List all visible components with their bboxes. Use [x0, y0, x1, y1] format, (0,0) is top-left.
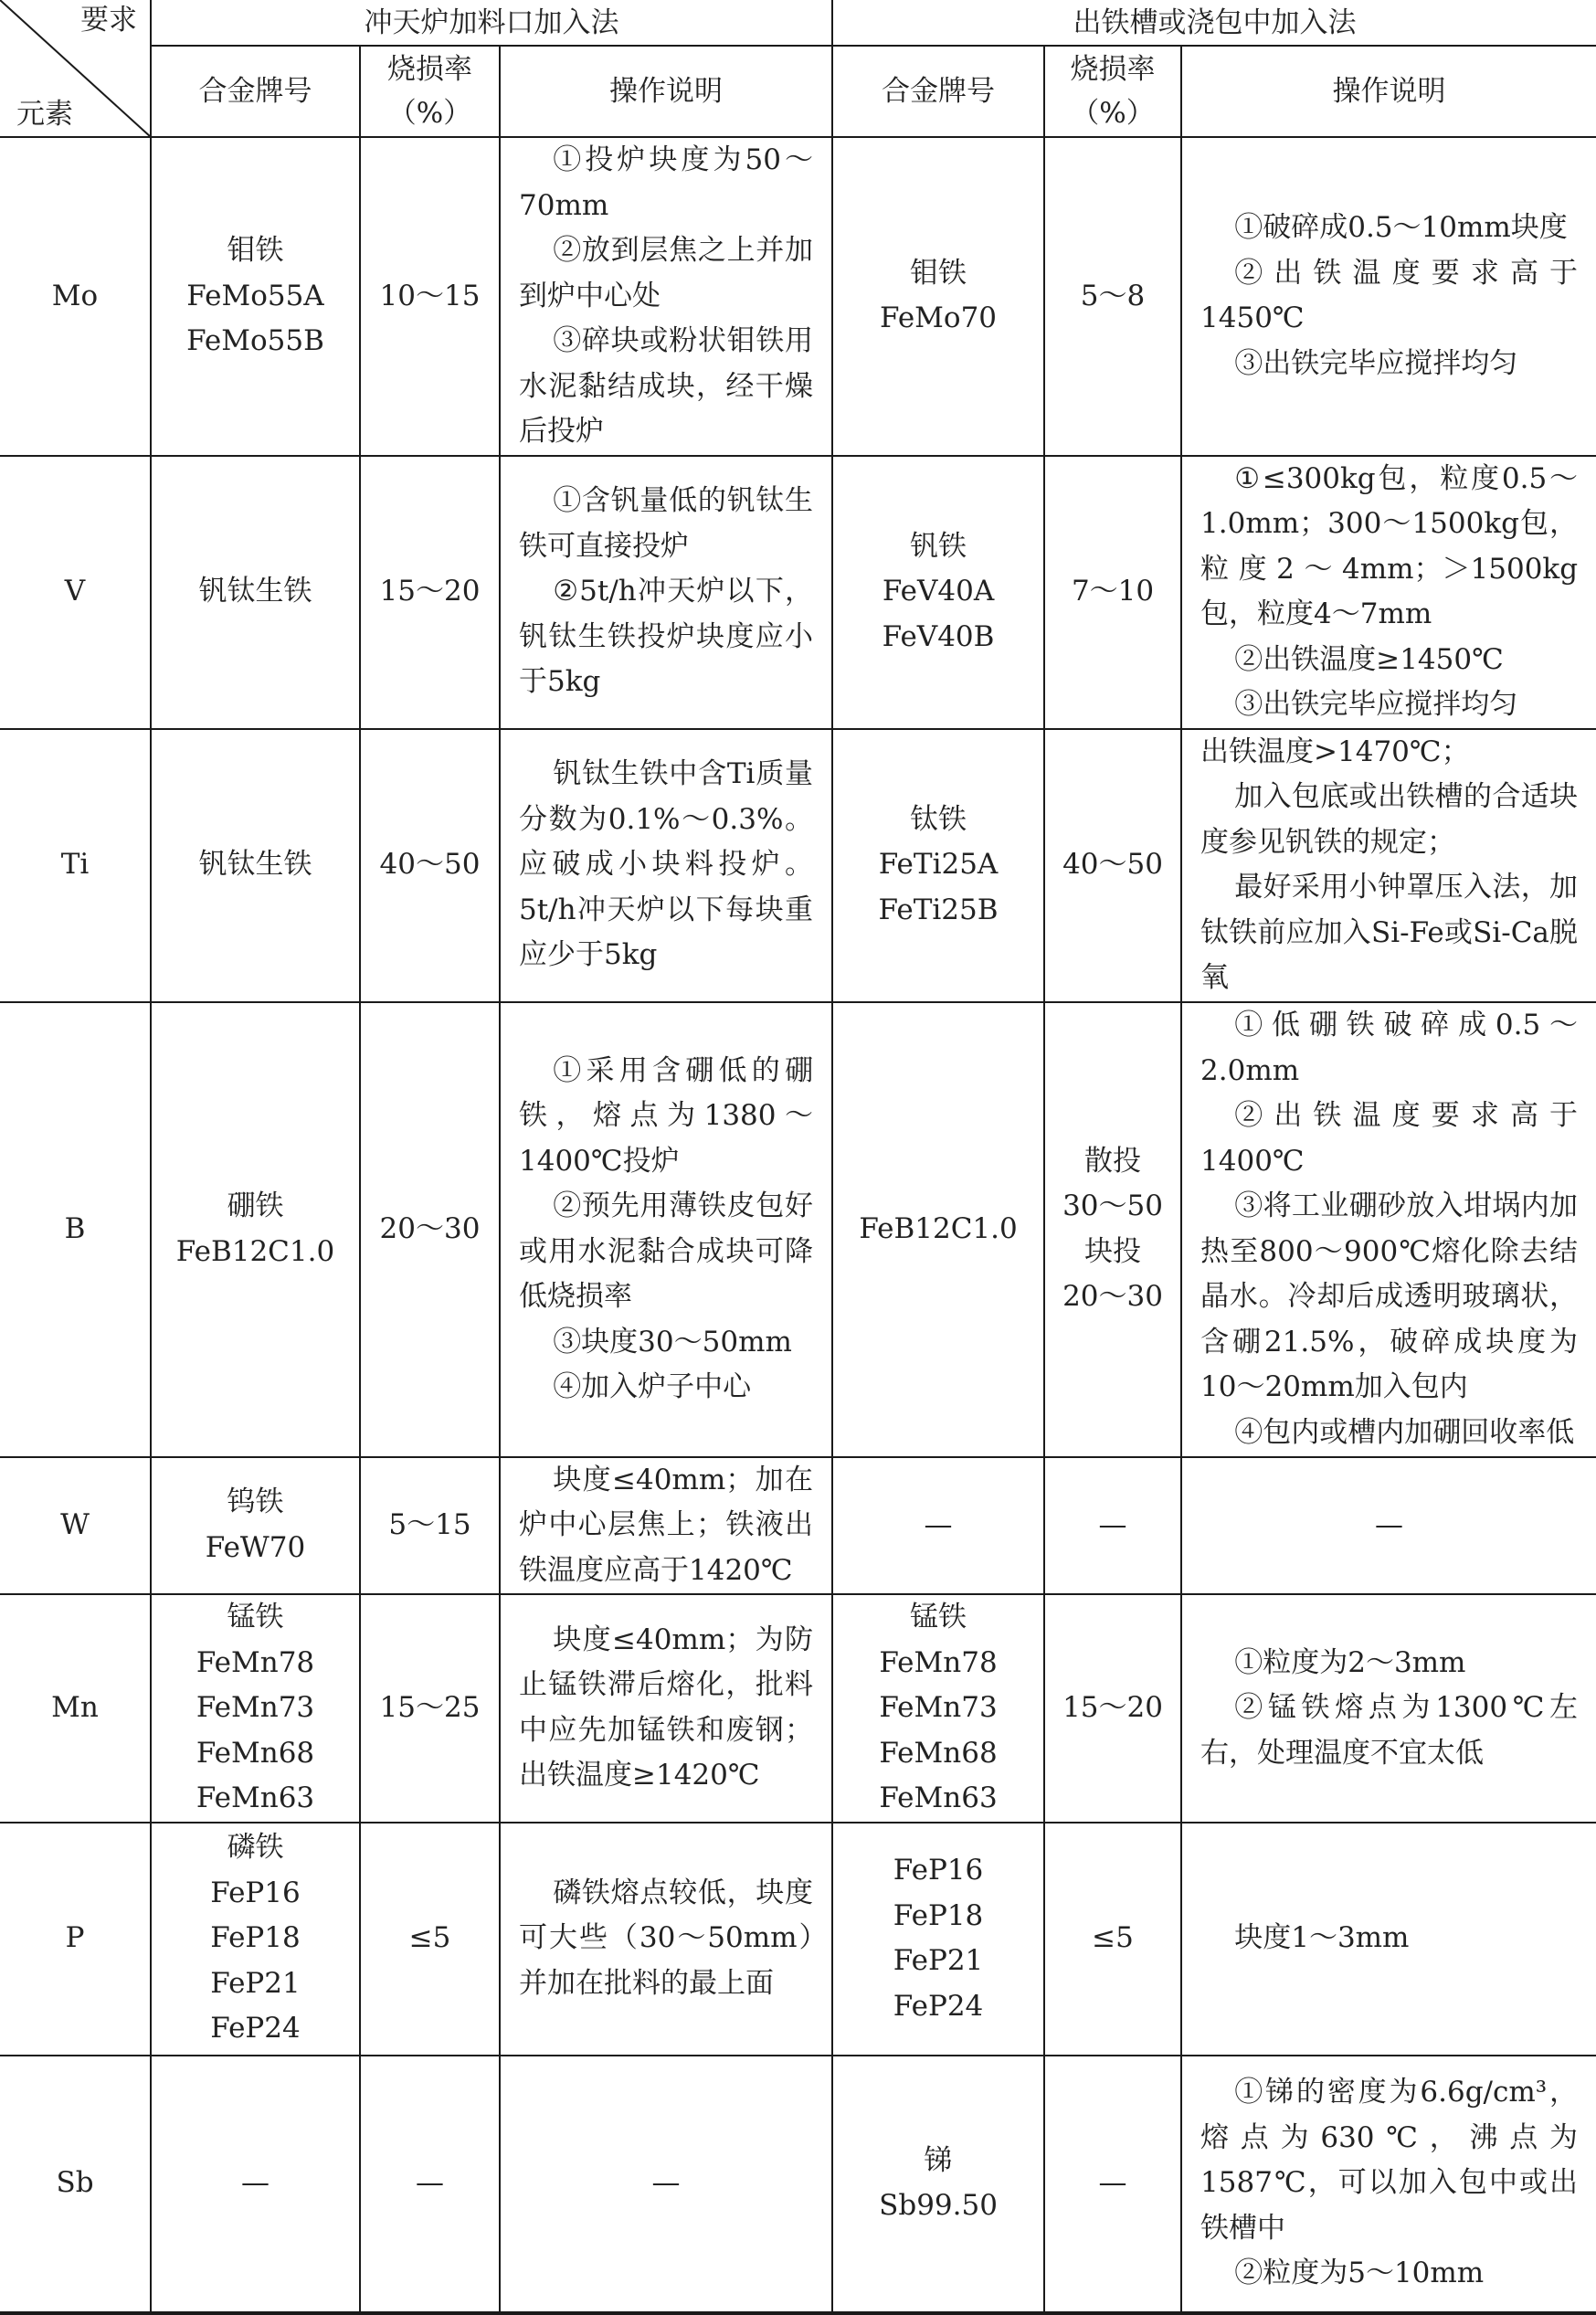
cupola-loss-cell: —	[360, 2056, 500, 2313]
cupola-alloy-cell	[151, 1002, 360, 1457]
table-row	[0, 137, 1596, 456]
alloy-line: 锑	[924, 2143, 953, 2177]
alloy-line: 钨铁	[227, 1485, 284, 1519]
note-line: ②粒度为5～10mm	[1234, 2257, 1485, 2290]
ladle-loss-cell	[1044, 1594, 1181, 1823]
alloy-line: FeP18	[893, 1898, 984, 1932]
note-line: ②出铁温度≥1450℃	[1234, 642, 1504, 676]
note-line: ②放到层焦之上并加到炉中心处	[519, 234, 814, 312]
table-row	[0, 729, 1596, 1002]
alloy-line: FeV40A	[882, 575, 995, 608]
col-header-loss-text: 烧损率	[1070, 53, 1156, 86]
table-row	[0, 1594, 1596, 1823]
col-header-loss-unit: （%）	[387, 97, 472, 130]
alloy-line: —	[924, 1508, 953, 1541]
note-line: ②锰铁熔点为1300℃左右，处理温度不宜太低	[1200, 1691, 1579, 1770]
ladle-loss-cell	[1044, 1823, 1181, 2056]
ladle-loss-cell	[1044, 729, 1181, 1002]
element-cell: B	[0, 1002, 151, 1457]
note-line: 块度1～3mm	[1234, 1921, 1410, 1955]
alloy-line: FeMn68 FeMn63	[879, 1736, 998, 1814]
note-line: 磷铁熔点较低，块度可大些（30～50mm）并加在批料的最上面	[519, 1876, 814, 2000]
alloy-line: 锰铁	[910, 1601, 967, 1633]
note-line: ②出铁温度要求高于1400℃	[1200, 1099, 1579, 1178]
cupola-notes-cell	[500, 2056, 832, 2313]
note-line: ①低硼铁破碎成0.5～2.0mm	[1200, 1009, 1579, 1087]
alloy-line: 钼铁	[227, 234, 284, 267]
cupola-notes-cell	[500, 1457, 832, 1595]
note-line: ①含钒量低的钒钛生铁可直接投炉	[519, 484, 814, 563]
cupola-notes-cell	[500, 1002, 832, 1457]
alloy-line: 磷铁	[227, 1831, 284, 1865]
note-line: 块度≤40mm；为防止锰铁滞后熔化，批料中应先加锰铁和废钢；出铁温度≥1420℃	[519, 1623, 814, 1792]
cupola-alloy-cell	[151, 1457, 360, 1595]
ladle-notes-cell	[1181, 729, 1596, 1002]
ladle-alloy-cell	[832, 729, 1044, 1002]
ladle-alloy-cell	[832, 1594, 1044, 1823]
alloy-line: FeMn78	[879, 1645, 998, 1679]
loss-line: 15～20	[1062, 1691, 1163, 1724]
alloy-line: 锰铁	[227, 1601, 284, 1633]
loss-line: 40～50	[1062, 848, 1163, 882]
table-row	[0, 1457, 1596, 1595]
alloy-line: FeP24	[893, 1989, 984, 2023]
cupola-loss-cell: ≤5	[360, 1823, 500, 2056]
note-line: ①≤300kg包，粒度0.5～1.0mm；300～1500kg包，粒度2～4mm；＞1500kg包，粒度4～7mm	[1200, 461, 1579, 630]
ladle-alloy-cell	[832, 1823, 1044, 2056]
note-line: ③块度30～50mm	[553, 1325, 792, 1358]
ladle-loss-cell	[1044, 1002, 1181, 1457]
group-header-cupola: 冲天炉加料口加入法	[151, 0, 832, 46]
note-line: ②5t/h冲天炉以下，钒钛生铁投炉块度应小于5kg	[519, 575, 814, 699]
loss-line: 20～30	[1062, 1280, 1163, 1313]
note-line: ③出铁完毕应搅拌均匀	[1234, 346, 1518, 380]
alloy-line: FeTi25A	[878, 848, 999, 882]
alloy-line: FeP24	[210, 2012, 301, 2045]
loss-line: —	[1098, 1508, 1127, 1541]
note-line: ①粒度为2～3mm	[1234, 1645, 1466, 1679]
element-cell: Mn	[0, 1594, 151, 1823]
cupola-loss-cell: 40～50	[360, 729, 500, 1002]
alloy-line: FeP21	[210, 1966, 301, 2000]
table-row	[0, 1823, 1596, 2056]
note-line: ③出铁完毕应搅拌均匀	[1234, 688, 1518, 721]
table-row	[0, 1002, 1596, 1457]
alloy-line: FeB12C1.0	[859, 1211, 1018, 1245]
cupola-loss-cell: 5～15	[360, 1457, 500, 1595]
corner-element-label: 元素	[16, 98, 73, 131]
alloy-line: FeP18	[210, 1921, 301, 1955]
note-line: ①采用含硼低的硼铁，熔点为1380～1400℃投炉	[519, 1053, 814, 1178]
col-header-loss	[360, 46, 500, 137]
ladle-loss-cell	[1044, 137, 1181, 456]
cupola-alloy-cell	[151, 137, 360, 456]
alloy-line: —	[241, 2166, 270, 2200]
alloy-line: FeB12C1.0	[175, 1234, 335, 1268]
note-line: ②出铁温度要求高于1450℃	[1200, 256, 1579, 335]
element-cell: W	[0, 1457, 151, 1595]
cupola-notes-cell	[500, 1594, 832, 1823]
ladle-loss-cell	[1044, 2056, 1181, 2313]
alloy-line: FeTi25B	[878, 893, 999, 926]
loss-line: 30～50	[1062, 1189, 1163, 1222]
ladle-notes-cell	[1181, 1823, 1596, 2056]
cupola-alloy-cell	[151, 456, 360, 729]
col-header-notes: 操作说明	[500, 46, 832, 137]
cupola-loss-cell: 20～30	[360, 1002, 500, 1457]
loss-line: 5～8	[1080, 279, 1146, 312]
note-line: ①破碎成0.5～10mm块度	[1234, 211, 1568, 245]
alloy-line: 钒钛生铁	[198, 575, 312, 608]
note-line: ②预先用薄铁皮包好或用水泥黏合成块可降低烧损率	[519, 1189, 814, 1313]
note-line: 最好采用小钟罩压入法，加钛铁前应加入Si-Fe或Si-Ca脱氧	[1200, 871, 1579, 994]
cupola-notes-cell	[500, 1823, 832, 2056]
ladle-notes-cell	[1181, 2056, 1596, 2313]
alloy-line: 钛铁	[910, 802, 967, 836]
alloy-line: FeP16	[893, 1854, 984, 1887]
col-header-loss-unit: （%）	[1071, 97, 1155, 130]
element-cell: Sb	[0, 2056, 151, 2313]
note-line: ④加入炉子中心	[553, 1370, 752, 1403]
col-header-alloy: 合金牌号	[832, 46, 1044, 137]
loss-line: ≤5	[1092, 1921, 1134, 1955]
note-line: ③将工业硼砂放入坩埚内加热至800～900℃熔化除去结晶水。冷却后成透明玻璃状，含硼21.5%，破碎成块度为10～20mm加入包内	[1200, 1189, 1579, 1403]
ladle-notes-cell	[1181, 1457, 1596, 1595]
ladle-notes-cell	[1181, 1002, 1596, 1457]
ladle-notes-cell	[1181, 1594, 1596, 1823]
cupola-notes-cell	[500, 137, 832, 456]
table-row	[0, 2056, 1596, 2313]
alloy-line: FeMn68 FeMn63	[196, 1736, 315, 1814]
alloy-line: 钒钛生铁	[198, 848, 312, 882]
alloy-line: FeMn73	[196, 1691, 315, 1724]
alloy-line: FeMo55A	[186, 279, 324, 312]
element-cell: Ti	[0, 729, 151, 1002]
note-line: —	[651, 2166, 681, 2200]
element-cell: P	[0, 1823, 151, 2056]
alloy-line: Sb99.50	[879, 2189, 998, 2222]
ladle-alloy-cell	[832, 2056, 1044, 2313]
alloy-line: 钼铁	[910, 256, 967, 290]
loss-line: 块投	[1084, 1234, 1142, 1268]
col-header-loss-text: 烧损率	[387, 53, 472, 86]
group-header-ladle: 出铁槽或浇包中加入法	[832, 0, 1596, 46]
note-line: —	[1375, 1508, 1404, 1541]
note-line: ④包内或槽内加硼回收率低	[1234, 1415, 1575, 1449]
ladle-alloy-cell	[832, 1457, 1044, 1595]
alloy-line: FeV40B	[882, 619, 995, 653]
alloy-line: FeMo55B	[186, 324, 324, 357]
cupola-loss-cell: 15～20	[360, 456, 500, 729]
ladle-alloy-cell	[832, 456, 1044, 729]
alloy-line: FeP16	[210, 1876, 301, 1909]
ladle-loss-cell	[1044, 456, 1181, 729]
loss-line: 7～10	[1071, 575, 1155, 608]
loss-line: 散投	[1084, 1144, 1142, 1178]
cupola-alloy-cell	[151, 2056, 360, 2313]
cupola-notes-cell	[500, 729, 832, 1002]
note-line: 出铁温度>1470℃；	[1200, 735, 1470, 768]
cupola-loss-cell: 10～15	[360, 137, 500, 456]
note-line: ①锑的密度为6.6g/cm³，熔点为630℃，沸点为1587℃，可以加入包中或出铁槽中	[1200, 2076, 1579, 2245]
note-line: ③碎块或粉状钼铁用水泥黏结成块，经干燥后投炉	[519, 324, 814, 448]
alloy-line: 钒铁	[910, 529, 967, 563]
loss-line: —	[1098, 2166, 1127, 2200]
ladle-alloy-cell	[832, 137, 1044, 456]
cupola-alloy-cell	[151, 1594, 360, 1823]
corner-requirement-label: 要求	[80, 4, 137, 37]
alloy-line: 硼铁	[227, 1189, 284, 1222]
cupola-alloy-cell	[151, 729, 360, 1002]
alloy-line: FeMn78	[196, 1645, 315, 1679]
element-cell: Mo	[0, 137, 151, 456]
alloy-line: FeW70	[205, 1530, 306, 1564]
ladle-notes-cell	[1181, 137, 1596, 456]
note-line: 钒钛生铁中含Ti质量分数为0.1%～0.3%。应破成小块料投炉。5t/h冲天炉以下每块重应少于5kg	[519, 757, 814, 972]
note-line: ①投炉块度为50～70mm	[519, 143, 814, 222]
col-header-notes: 操作说明	[1181, 46, 1596, 137]
ladle-alloy-cell	[832, 1002, 1044, 1457]
cupola-loss-cell: 15～25	[360, 1594, 500, 1823]
alloy-line: FeMn73	[879, 1691, 998, 1724]
alloy-line: FeMo70	[880, 301, 998, 335]
cupola-alloy-cell	[151, 1823, 360, 2056]
note-line: 加入包底或出铁槽的合适块度参见钒铁的规定；	[1200, 780, 1579, 859]
cupola-notes-cell	[500, 456, 832, 729]
table-row	[0, 456, 1596, 729]
element-cell: V	[0, 456, 151, 729]
alloy-line: FeP21	[893, 1944, 984, 1977]
col-header-loss	[1044, 46, 1181, 137]
col-header-alloy: 合金牌号	[151, 46, 360, 137]
ladle-notes-cell	[1181, 456, 1596, 729]
corner-header	[0, 0, 151, 137]
ladle-loss-cell	[1044, 1457, 1181, 1595]
note-line: 块度≤40mm；加在炉中心层焦上；铁液出铁温度应高于1420℃	[519, 1463, 814, 1587]
